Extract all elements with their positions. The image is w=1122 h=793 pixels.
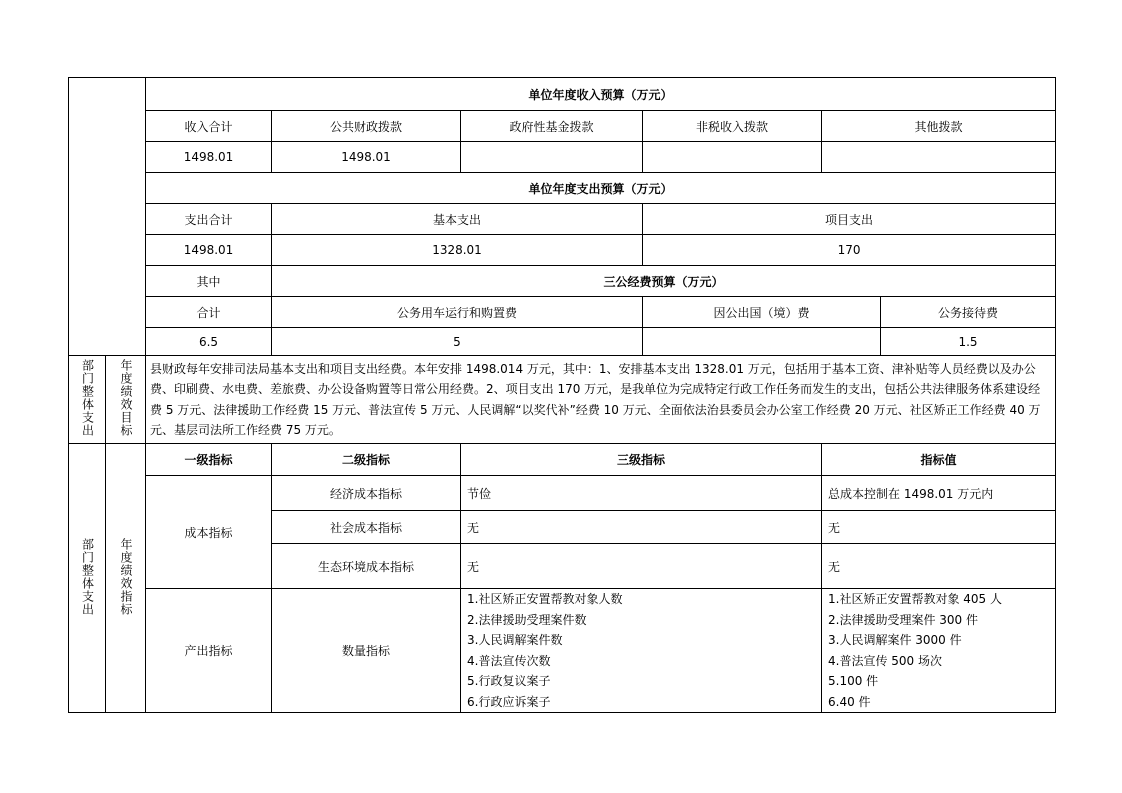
income-header-other: 其他拨款: [822, 111, 1056, 142]
budget-table: [68, 77, 1056, 713]
output-level3-line: 6.行政应诉案子: [467, 694, 551, 709]
income-header-nontax: 非税收入拨款: [643, 111, 822, 142]
three-public-value-car: 5: [272, 328, 643, 356]
indicator-header-level2: 二级指标: [272, 444, 461, 476]
three-public-title: 三公经费预算（万元）: [272, 266, 1056, 297]
cost-ecology-level3: 无: [461, 544, 822, 589]
goal-label-target: 年度绩效目标: [106, 356, 146, 444]
income-value-fund: [461, 142, 643, 173]
output-value: [822, 589, 1056, 713]
output-level3-line: 1.社区矫正安置帮教对象人数: [467, 592, 623, 606]
three-public-header-total: 合计: [146, 297, 272, 328]
output-row: [69, 589, 1056, 713]
output-level1: 产出指标: [146, 589, 272, 713]
indicator-header-row: [69, 444, 1056, 476]
cost-row-economic: [69, 476, 1056, 511]
income-value-public: 1498.01: [272, 142, 461, 173]
cost-economic-value: 总成本控制在 1498.01 万元内: [822, 476, 1056, 511]
cost-ecology-level2: 生态环境成本指标: [272, 544, 461, 589]
output-value-line: 1.社区矫正安置帮教对象 405 人: [828, 592, 1002, 606]
expense-title: 单位年度支出预算（万元）: [146, 173, 1056, 204]
output-value-line: 5.100 件: [828, 674, 879, 688]
income-value-nontax: [643, 142, 822, 173]
output-value-line: 4.普法宣传 500 场次: [828, 653, 942, 668]
output-level3-line: 5.行政复议案子: [467, 674, 551, 688]
goal-row: [69, 356, 1056, 444]
three-public-value-total: 6.5: [146, 328, 272, 356]
output-level2: 数量指标: [272, 589, 461, 713]
three-public-title-row: [69, 266, 1056, 297]
three-public-header-car: 公务用车运行和购置费: [272, 297, 643, 328]
cost-level1: 成本指标: [146, 476, 272, 589]
income-title-row: [69, 78, 1056, 111]
expense-value-basic: 1328.01: [272, 235, 643, 266]
three-public-header-reception: 公务接待费: [881, 297, 1056, 328]
goal-label-dept: 部门整体支出: [69, 356, 106, 444]
income-header-fund: 政府性基金拨款: [461, 111, 643, 142]
three-public-value-reception: 1.5: [881, 328, 1056, 356]
income-header-total: 收入合计: [146, 111, 272, 142]
output-value-line: 2.法律援助受理案件 300 件: [828, 612, 978, 627]
income-header-public: 公共财政拨款: [272, 111, 461, 142]
income-header-row: [69, 111, 1056, 142]
income-title: 单位年度收入预算（万元）: [146, 78, 1056, 111]
income-value-other: [822, 142, 1056, 173]
output-level3-line: 2.法律援助受理案件数: [467, 612, 587, 627]
indicator-header-value: 指标值: [822, 444, 1056, 476]
goal-text: 县财政每年安排司法局基本支出和项目支出经费。本年安排 1498.014 万元，其中：1、安排基本支出 1328.01 万元，包括用于基本工资、津补贴等人员经费以及办公费、印刷费、水电费、差旅费、办公设备购置等日常公用经费。2、项目支出 170 万元，是我单位为完成特定行政工作任务而发生的支出，包括公共法律服务体系建设经费 5 万元、法律援助工作经费 15 万元、普法宣传 5 万元、人民调解“以奖代补”经费 10 万元、全面依法治县委员会办公室工作经费 20 万元、社区矫正工作经费 40 万元、基层司法所工作经费 75 万元。: [146, 356, 1056, 444]
cost-economic-level3: 节俭: [461, 476, 822, 511]
output-level3-line: 3.人民调解案件数: [467, 633, 563, 647]
three-public-header-row: [69, 297, 1056, 328]
expense-header-total: 支出合计: [146, 204, 272, 235]
among-label: 其中: [146, 266, 272, 297]
expense-header-row: [69, 204, 1056, 235]
expense-title-row: [69, 173, 1056, 204]
expense-value-total: 1498.01: [146, 235, 272, 266]
blank-side-cell: [69, 78, 146, 356]
cost-economic-level2: 经济成本指标: [272, 476, 461, 511]
cost-social-level2: 社会成本指标: [272, 511, 461, 544]
income-value-row: [69, 142, 1056, 173]
indicator-label-dept: 部门整体支出: [69, 444, 106, 713]
three-public-header-abroad: 因公出国（境）费: [643, 297, 881, 328]
cost-ecology-value: 无: [822, 544, 1056, 589]
output-level3: [461, 589, 822, 713]
indicator-label-target: 年度绩效指标: [106, 444, 146, 713]
expense-header-basic: 基本支出: [272, 204, 643, 235]
income-value-total: 1498.01: [146, 142, 272, 173]
cost-social-value: 无: [822, 511, 1056, 544]
three-public-value-abroad: [643, 328, 881, 356]
expense-header-project: 项目支出: [643, 204, 1056, 235]
expense-value-row: [69, 235, 1056, 266]
three-public-value-row: [69, 328, 1056, 356]
cost-social-level3: 无: [461, 511, 822, 544]
indicator-header-level3: 三级指标: [461, 444, 822, 476]
output-level3-line: 4.普法宣传次数: [467, 653, 551, 668]
indicator-header-level1: 一级指标: [146, 444, 272, 476]
expense-value-project: 170: [643, 235, 1056, 266]
output-value-line: 6.40 件: [828, 694, 871, 709]
output-value-line: 3.人民调解案件 3000 件: [828, 633, 962, 647]
